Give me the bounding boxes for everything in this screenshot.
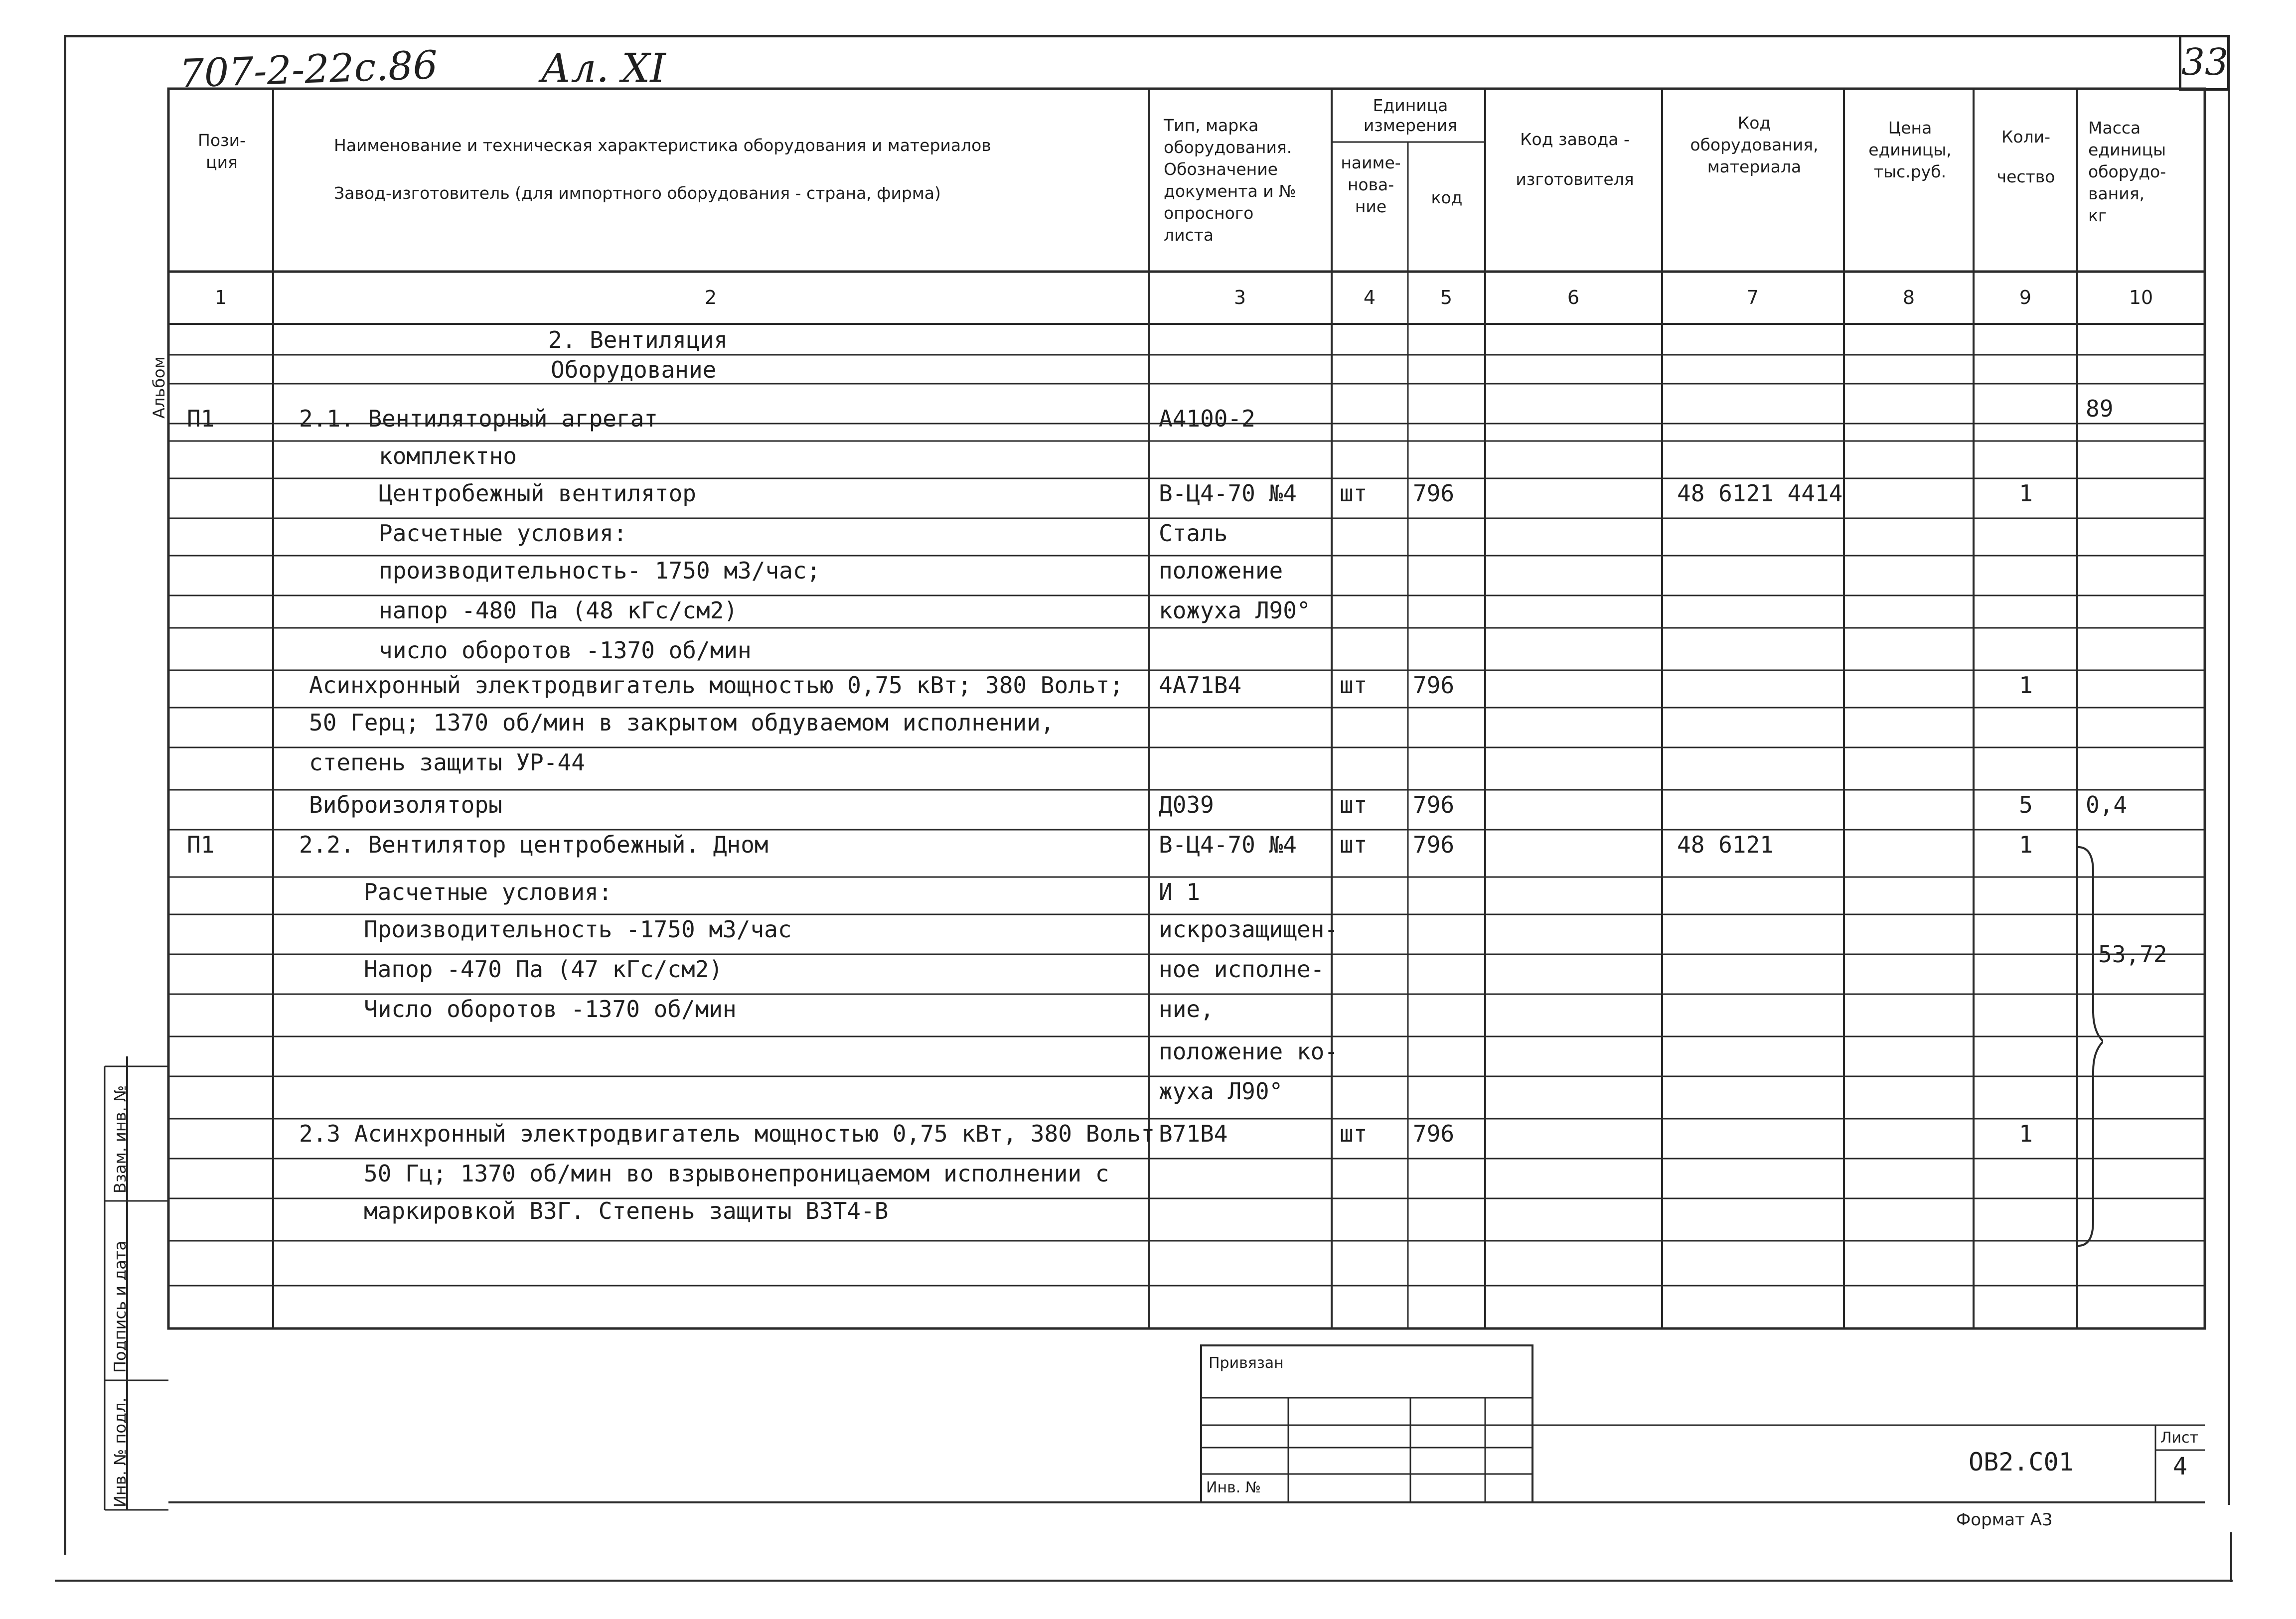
column-number: 2 xyxy=(704,287,717,308)
table-cell-qty: 1 xyxy=(2019,672,2033,699)
table-cell-unit: шт xyxy=(1340,480,1368,507)
table-cell-name: 2.1. Вентиляторный агрегат xyxy=(299,405,658,432)
header-unit-code: код xyxy=(1431,188,1463,207)
table-cell-pos: П1 xyxy=(187,405,215,432)
stamp-original-inv: Инв. № подл. xyxy=(111,1397,130,1507)
table-cell-code: 796 xyxy=(1413,831,1455,858)
header-factory-code: Код завода - изготовителя xyxy=(1516,130,1634,189)
header-name-line2: Завод-изготовитель (для импортного оборудования - страна, фирма) xyxy=(334,183,941,203)
table-cell-type: кожуха Л90° xyxy=(1159,597,1311,624)
header-equipment-code: Код оборудования, материала xyxy=(1690,113,1819,176)
column-number: 5 xyxy=(1440,287,1453,308)
table-cell-code: 796 xyxy=(1413,791,1455,818)
sheet-number: 33 xyxy=(2179,35,2230,91)
table-cell-type: В-Ц4-70 №4 xyxy=(1159,480,1297,507)
inventory-label: Инв. № xyxy=(1206,1479,1261,1496)
table-cell-name: Центробежный вентилятор xyxy=(379,480,696,507)
table-cell-name: Оборудование xyxy=(551,356,717,383)
column-number: 6 xyxy=(1567,287,1580,308)
table-cell-name: 2.3 Асинхронный электродвигатель мощностью 0,75 кВт, 380 Вольт xyxy=(299,1120,1155,1147)
table-cell-name: число оборотов -1370 об/мин xyxy=(379,637,752,664)
table-cell-name: 50 Гц; 1370 об/мин во взрывонепроницаемом исполнении с xyxy=(364,1160,1109,1187)
table-cell-mass: 0,4 xyxy=(2086,791,2128,818)
table-cell-qty: 1 xyxy=(2019,831,2033,858)
table-cell-unit: шт xyxy=(1340,1120,1368,1147)
column-number: 10 xyxy=(2129,287,2153,308)
table-cell-mass: 89 xyxy=(2086,395,2114,422)
table-cell-type: Д039 xyxy=(1159,791,1214,818)
table-cell-qty: 1 xyxy=(2019,1120,2033,1147)
column-number: 9 xyxy=(2019,287,2032,308)
table-cell-name: 2. Вентиляция xyxy=(548,326,728,353)
header-price: Цена единицы, тыс.руб. xyxy=(1868,118,1952,181)
table-cell-name: Расчетные условия: xyxy=(364,879,612,905)
table-cell-type: В71В4 xyxy=(1159,1120,1228,1147)
table-cell-code: 796 xyxy=(1413,480,1455,507)
table-cell-type: В-Ц4-70 №4 xyxy=(1159,831,1297,858)
sheet-label: Лист xyxy=(2160,1429,2199,1447)
table-cell-type: положение ко- xyxy=(1159,1038,1339,1065)
table-cell-name: Число оборотов -1370 об/мин xyxy=(364,996,737,1023)
document-designation: ОВ2.С01 xyxy=(1969,1448,2074,1476)
table-cell-name: комплектно xyxy=(379,442,517,469)
table-cell-name: производительность- 1750 м3/час; xyxy=(379,557,821,584)
table-cell-type: 4А71В4 xyxy=(1159,672,1242,699)
table-cell-name: Виброизоляторы xyxy=(309,791,502,818)
column-number: 8 xyxy=(1902,287,1915,308)
table-cell-name: маркировкой ВЗГ. Степень защиты ВЗТ4-В xyxy=(364,1197,889,1224)
table-cell-name: Напор -470 Па (47 кГс/см2) xyxy=(364,956,723,983)
document-code: 707-2-22с.86 xyxy=(178,42,439,97)
table-cell-mass: 53,72 xyxy=(2098,941,2167,968)
table-cell-name: 2.2. Вентилятор центробежный. Дном xyxy=(299,831,768,858)
table-cell-name: степень защиты УР-44 xyxy=(309,749,585,776)
table-cell-equip: 48 6121 4414 xyxy=(1677,480,1843,507)
header-quantity: Коли- чество xyxy=(1996,127,2055,186)
table-cell-unit: шт xyxy=(1340,831,1368,858)
table-cell-name: Расчетные условия: xyxy=(379,520,627,547)
stamp-signature-date: Подпись и дата xyxy=(111,1240,130,1373)
header-mass: Масса единицы оборудо- вания, кг xyxy=(2088,118,2166,225)
table-cell-type: ное исполне- xyxy=(1159,956,1325,983)
table-cell-type: Сталь xyxy=(1159,520,1228,547)
table-cell-name: Асинхронный электродвигатель мощностью 0,75 кВт; 380 Вольт; xyxy=(309,672,1123,699)
grouping-brace xyxy=(2073,842,2103,1251)
table-cell-code: 796 xyxy=(1413,1120,1455,1147)
header-position: Пози- ция xyxy=(198,131,246,172)
table-cell-type: положение xyxy=(1159,557,1283,584)
header-name-line1: Наименование и техническая характеристика оборудования и материалов xyxy=(334,136,991,155)
table-cell-name: 50 Герц; 1370 об/мин в закрытом обдуваемом исполнении, xyxy=(309,709,1055,736)
table-cell-code: 796 xyxy=(1413,672,1455,699)
table-cell-name: напор -480 Па (48 кГс/см2) xyxy=(379,597,738,624)
stamp-replaced-inv: Взам. инв. № xyxy=(111,1085,130,1193)
table-cell-unit: шт xyxy=(1340,791,1368,818)
table-cell-type: И 1 xyxy=(1159,879,1201,905)
column-number: 1 xyxy=(214,287,227,308)
table-cell-type: жуха Л90° xyxy=(1159,1078,1283,1105)
column-number: 7 xyxy=(1746,287,1759,308)
table-cell-type: искрозащищен- xyxy=(1159,916,1339,943)
table-cell-name: Производительность -1750 м3/час xyxy=(364,916,792,943)
album-label: Ал. XI xyxy=(541,45,666,91)
table-cell-equip: 48 6121 xyxy=(1677,831,1774,858)
table-cell-qty: 5 xyxy=(2019,791,2033,818)
header-unit-name: наиме- нова- ние xyxy=(1341,153,1401,216)
column-number: 4 xyxy=(1363,287,1376,308)
attached-label: Привязан xyxy=(1209,1354,1284,1372)
column-number: 3 xyxy=(1233,287,1246,308)
table-cell-type: А4100-2 xyxy=(1159,405,1255,432)
header-unit: Единица измерения xyxy=(1363,96,1458,135)
format-label: Формат А3 xyxy=(1956,1510,2053,1530)
table-cell-qty: 1 xyxy=(2019,480,2033,507)
binder-label: Альбом xyxy=(150,356,168,419)
table-cell-type: ние, xyxy=(1159,996,1214,1023)
header-type: Тип, марка оборудования. Обозначение документа и № опросного листа xyxy=(1164,116,1296,245)
table-cell-pos: П1 xyxy=(187,831,215,858)
sheet-value: 4 xyxy=(2173,1453,2187,1480)
table-cell-unit: шт xyxy=(1340,672,1368,699)
